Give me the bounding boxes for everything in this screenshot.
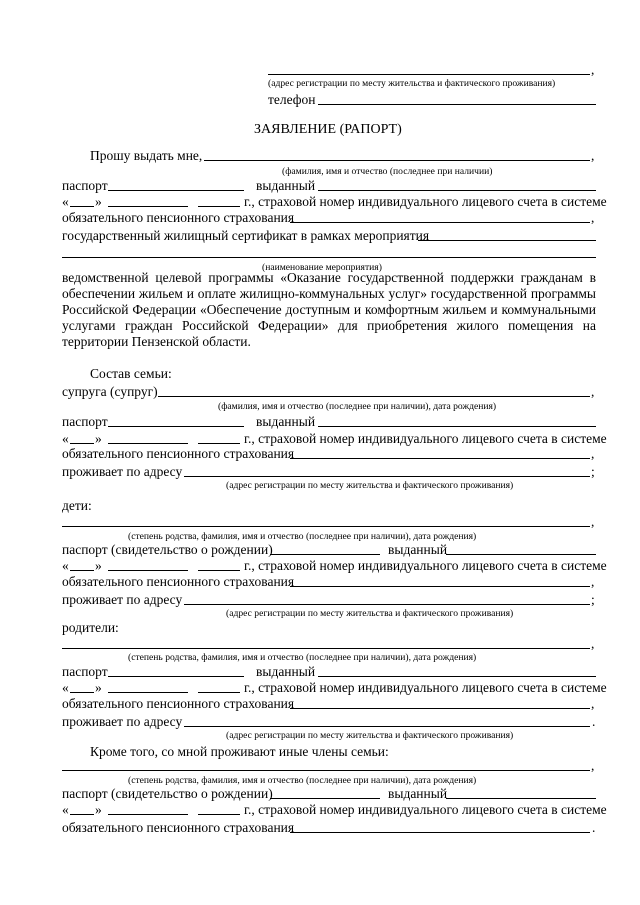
period: . [592,820,596,835]
phone-line[interactable] [318,104,596,105]
others-issued-line[interactable] [446,798,596,799]
lives-label: проживает по адресу [62,592,183,607]
issued-label: выданный [388,542,448,557]
program-paragraph: ведомственной целевой программы «Оказание государственной поддержки гражданам в обеспечении жильем и оплате жилищно-коммунальных услуг» государственной программы Российской Федерации «Обеспечение доступным и комфортным жильем и коммунальными услугами граждан Российской Федерации» для приобретения жилого помещения на территории Пензенской области. [62,270,596,349]
quote-close: » [95,802,102,817]
others-year-line[interactable] [198,814,240,815]
quote-open: « [62,802,69,817]
fio-note: (фамилия, имя и отчество (последнее при наличии) [282,166,493,177]
spouse-month-line[interactable] [108,443,188,444]
snils-label: г., страховой номер индивидуального лицевого счета в системе [244,194,607,209]
spouse-passport-line[interactable] [108,426,244,427]
lives-label: проживает по адресу [62,464,183,479]
children-month-line[interactable] [108,570,188,571]
certificate-label: государственный жилищный сертификат в рамках мероприятия [62,228,430,243]
quote-close: » [95,558,102,573]
address-note: (адрес регистрации по месту жительства и фактического проживания) [268,78,556,89]
passport-number-line[interactable] [108,190,244,191]
comma: , [591,514,595,529]
issued-label: выданный [256,414,316,429]
quote-open: « [62,680,69,695]
pension-label: обязательного пенсионного страхования [62,446,295,461]
others-month-line[interactable] [108,814,188,815]
passport-label: паспорт [62,414,108,429]
phone-label: телефон [268,92,316,107]
parents-day-line[interactable] [70,692,94,693]
quote-close: » [95,680,102,695]
birth-cert-label: паспорт (свидетельство о рождении) [62,542,273,557]
spouse-issued-line[interactable] [318,426,596,427]
comma: , [591,758,595,773]
issued-by-line[interactable] [318,190,596,191]
kin-note: (степень родства, фамилия, имя и отчество (последнее при наличии), дата рождения) [128,652,477,663]
comma: , [591,696,595,711]
parents-address-line[interactable] [184,726,590,727]
semicolon: ; [591,464,595,479]
pension-label: обязательного пенсионного страхования [62,574,295,589]
comma: , [591,62,595,77]
address-line[interactable] [268,74,590,75]
period: . [592,714,596,729]
parents-fio-line[interactable] [62,648,590,649]
page-title: ЗАЯВЛЕНИЕ (РАПОРТ) [254,122,402,137]
semicolon: ; [591,592,595,607]
others-fio-line[interactable] [62,770,590,771]
birth-cert-label: паспорт (свидетельство о рождении) [62,786,273,801]
parents-label: родители: [62,620,119,635]
spouse-note: (фамилия, имя и отчество (последнее при наличии), дата рождения) [218,401,497,412]
address-note: (адрес регистрации по месту жительства и фактического проживания) [226,608,514,619]
children-year-line[interactable] [198,570,240,571]
snils-label: г., страховой номер индивидуального лицевого счета в системе [244,802,607,817]
quote-open: « [62,431,69,446]
others-label: Кроме того, со мной проживают иные члены семьи: [90,744,389,759]
spouse-snils-line[interactable] [290,458,590,459]
issued-label: выданный [388,786,448,801]
event-line-2[interactable] [62,257,596,258]
snils-label: г., страховой номер индивидуального лицевого счета в системе [244,558,607,573]
event-note: (наименование мероприятия) [262,262,382,273]
kin-note: (степень родства, фамилия, имя и отчество (последнее при наличии), дата рождения) [128,531,477,542]
passport-label: паспорт [62,664,108,679]
parents-passport-line[interactable] [108,676,244,677]
snils-line[interactable] [290,222,590,223]
others-snils-line[interactable] [290,832,590,833]
issue-day-line[interactable] [70,206,94,207]
pension-label: обязательного пенсионного страхования [62,696,295,711]
pension-label: обязательного пенсионного страхования [62,210,295,225]
others-day-line[interactable] [70,814,94,815]
pension-label: обязательного пенсионного страхования [62,820,295,835]
parents-snils-line[interactable] [290,708,590,709]
snils-label: г., страховой номер индивидуального лицевого счета в системе [244,680,607,695]
applicant-fio-line[interactable] [204,160,590,161]
kin-note: (степень родства, фамилия, имя и отчество (последнее при наличии), дата рождения) [128,775,477,786]
issued-label: выданный [256,664,316,679]
children-fio-line[interactable] [62,526,590,527]
children-address-line[interactable] [184,604,590,605]
event-line-1[interactable] [418,240,596,241]
comma: , [591,574,595,589]
quote-close: » [95,431,102,446]
children-label: дети: [62,498,92,513]
spouse-address-line[interactable] [184,476,590,477]
snils-label: г., страховой номер индивидуального лицевого счета в системе [244,431,607,446]
spouse-fio-line[interactable] [158,396,590,397]
comma: , [591,384,595,399]
comma: , [591,148,595,163]
address-note: (адрес регистрации по месту жительства и фактического проживания) [226,480,514,491]
parents-year-line[interactable] [198,692,240,693]
parents-issued-line[interactable] [318,676,596,677]
family-header: Состав семьи: [90,366,172,381]
quote-open: « [62,558,69,573]
ask-label: Прошу выдать мне, [90,148,203,163]
spouse-label: супруга (супруг) [62,384,158,399]
others-doc-line[interactable] [270,798,380,799]
issued-label: выданный [256,178,316,193]
comma: , [591,210,595,225]
children-snils-line[interactable] [290,586,590,587]
spouse-year-line[interactable] [198,443,240,444]
children-doc-line[interactable] [270,554,380,555]
parents-month-line[interactable] [108,692,188,693]
quote-close: » [95,194,102,209]
address-note: (адрес регистрации по месту жительства и фактического проживания) [226,730,514,741]
comma: , [591,446,595,461]
quote-open: « [62,194,69,209]
children-day-line[interactable] [70,570,94,571]
passport-label: паспорт [62,178,108,193]
children-issued-line[interactable] [446,554,596,555]
lives-label: проживает по адресу [62,714,183,729]
spouse-day-line[interactable] [70,443,94,444]
issue-month-line[interactable] [108,206,188,207]
comma: , [591,636,595,651]
issue-year-line[interactable] [198,206,240,207]
